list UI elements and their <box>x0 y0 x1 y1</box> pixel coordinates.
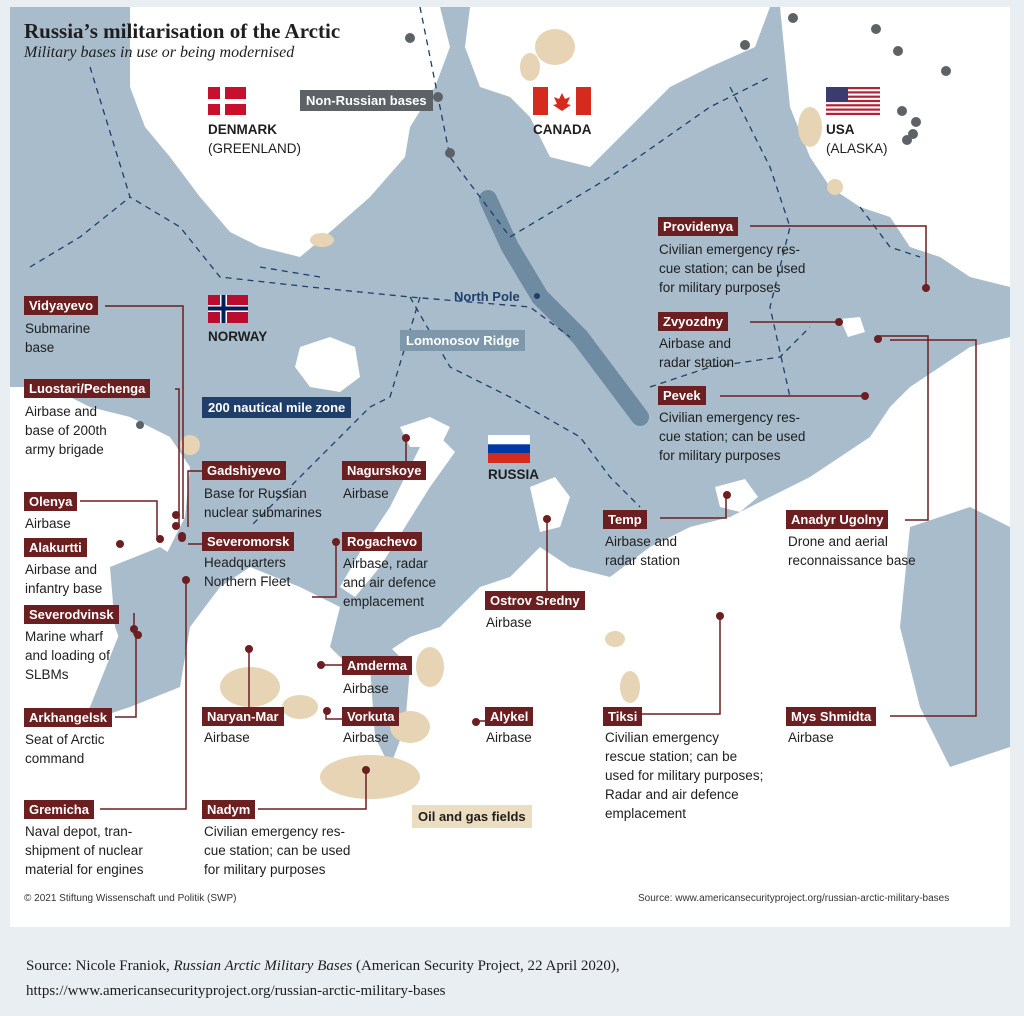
base-desc-amderma: Airbase <box>343 681 389 696</box>
base-tag-nadym: Nadym <box>202 800 255 819</box>
north-pole-dot <box>534 293 540 299</box>
credit-left: © 2021 Stiftung Wissenschaft und Politik (SWP) <box>24 893 237 904</box>
map-frame <box>10 7 1010 927</box>
base-desc-ostrov-sredny: Airbase <box>486 615 532 630</box>
base-tag-pevek: Pevek <box>658 386 706 405</box>
canada-flag <box>533 87 591 115</box>
north-pole-label: North Pole <box>454 289 520 304</box>
usa-flag <box>826 87 880 115</box>
base-desc-arkhangelsk: Seat of Arctic command <box>25 732 105 766</box>
base-desc-providenya: Civilian emergency res- cue station; can be used for military purposes <box>659 242 806 295</box>
base-tag-temp: Temp <box>603 510 647 529</box>
alaska-label: (ALASKA) <box>826 141 888 156</box>
base-tag-mys-shmidta: Mys Shmidta <box>786 707 876 726</box>
base-tag-alykel: Alykel <box>485 707 533 726</box>
base-tag-alakurtti: Alakurtti <box>24 538 87 557</box>
base-desc-nagurskoye: Airbase <box>343 486 389 501</box>
map-subtitle: Military bases in use or being modernised <box>24 44 295 61</box>
base-desc-vorkuta: Airbase <box>343 730 389 745</box>
credit-right: Source: www.americansecurityproject.org/russian-arctic-military-bases <box>638 893 950 904</box>
base-desc-tiksi: Civilian emergency rescue station; can be used for military purposes; Radar and air defence emplacement <box>605 730 764 821</box>
base-desc-naryan-mar: Airbase <box>204 730 250 745</box>
base-tag-severodvinsk: Severodvinsk <box>24 605 119 624</box>
base-tag-zvyozdny: Zvyozdny <box>658 312 728 331</box>
base-desc-rogachevo: Airbase, radar and air defence emplacement <box>343 556 437 609</box>
greenland-label: (GREENLAND) <box>208 141 302 156</box>
base-tag-vidyayevo: Vidyayevo <box>24 296 98 315</box>
base-desc-pevek: Civilian emergency res- cue station; can be used for military purposes <box>659 410 806 463</box>
base-desc-gremicha: Naval depot, tran- shipment of nuclear material for engines <box>25 824 144 877</box>
base-tag-anadyr: Anadyr Ugolny <box>786 510 888 529</box>
lomonosov-ridge-label: Lomonosov Ridge <box>400 330 525 351</box>
base-desc-olenya: Airbase <box>25 516 71 531</box>
base-desc-alykel: Airbase <box>486 730 532 745</box>
base-tag-luostari: Luostari/Pechenga <box>24 379 150 398</box>
base-desc-zvyozdny: Airbase and radar station <box>659 336 735 370</box>
russia-label: RUSSIA <box>488 467 540 482</box>
base-tag-arkhangelsk: Arkhangelsk <box>24 708 112 727</box>
denmark-flag <box>208 87 246 115</box>
base-desc-anadyr: Drone and aerial reconnaissance base <box>788 534 916 568</box>
base-desc-severodvinsk: Marine wharf and loading of SLBMs <box>25 629 110 682</box>
base-desc-gadshiyevo: Base for Russian nuclear submarines <box>204 486 322 520</box>
denmark-label: DENMARK <box>208 122 277 137</box>
russia-flag <box>488 435 530 463</box>
zone-label: 200 nautical mile zone <box>202 397 351 418</box>
base-tag-rogachevo: Rogachevo <box>342 532 422 551</box>
base-tag-nagurskoye: Nagurskoye <box>342 461 426 480</box>
base-tag-amderma: Amderma <box>342 656 412 675</box>
base-tag-vorkuta: Vorkuta <box>342 707 399 726</box>
norway-flag <box>208 295 248 323</box>
oil-gas-label: Oil and gas fields <box>412 805 532 828</box>
non-russian-bases-label: Non-Russian bases <box>300 90 433 111</box>
base-tag-gadshiyevo: Gadshiyevo <box>202 461 286 480</box>
map-title: Russia’s militarisation of the Arctic <box>24 19 341 43</box>
base-desc-severomorsk: Headquarters Northern Fleet <box>204 555 291 589</box>
base-desc-nadym: Civilian emergency res- cue station; can be used for military purposes <box>204 824 351 877</box>
base-desc-mys-shmidta: Airbase <box>788 730 834 745</box>
base-desc-vidyayevo: Submarine base <box>25 321 91 355</box>
base-tag-gremicha: Gremicha <box>24 800 94 819</box>
base-tag-severomorsk: Severomorsk <box>202 532 294 551</box>
base-desc-temp: Airbase and radar station <box>605 534 681 568</box>
base-desc-alakurtti: Airbase and infantry base <box>25 562 103 596</box>
base-tag-providenya: Providenya <box>658 217 738 236</box>
base-desc-luostari: Airbase and base of 200th army brigade <box>25 404 107 457</box>
usa-label: USA <box>826 122 855 137</box>
canada-label: CANADA <box>533 122 592 137</box>
base-tag-olenya: Olenya <box>24 492 77 511</box>
norway-label: NORWAY <box>208 329 268 344</box>
source-footer: Source: Nicole Franiok, Russian Arctic Military Bases (American Security Project, 22 April 2020), https://www.americansecurityproject.org/russian-arctic-military-bases <box>26 958 620 999</box>
base-tag-naryan-mar: Naryan-Mar <box>202 707 284 726</box>
base-tag-tiksi: Tiksi <box>603 707 642 726</box>
base-tag-ostrov-sredny: Ostrov Sredny <box>485 591 585 610</box>
